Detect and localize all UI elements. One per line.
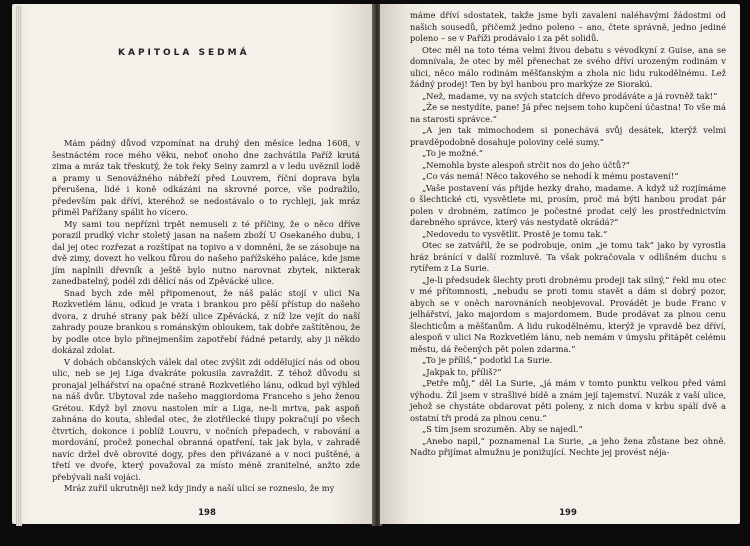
paragraph: V dobách občanských válek dal otec zvýšit zdi oddělující nás od obou ulic, neb se jej Liga dvakráte pokusila zavraždit. Z téhož důvodu si pronajal jelhářství na opačné straně Rozkvetlého lánu, odkud byl výhled na náš dvůr. Ubytoval zde našeho maggiordoma Franceho s jeho ženou Grétou. Když byl znovu nastolen mír a Liga, ne-li mrtva, pak aspoň zahnána do kouta, shledal otec, že zlotřilecké tlupy pokračují po všech čtvrtích, dokonce i poblíž Louvru, v nočních přepadech, v rabování a mordování, pročež ponechal obranná opatření, tak jak byla, v zahradě navíc držel dvě obrovité dogy, přes den přivázané a v noci puštěné, a třetí ve dvoře, který považoval za místo méně zranitelné, anžto zde přebývali naši vojáci. (52, 356, 360, 482)
right-page (380, 4, 740, 524)
paragraph: Snad bych zde měl připomenout, že náš palác stojí v ulici Na Rozkvetlém lánu, odkud je vrata i brankou pro pěší přístup do našeho dvora, z druhé strany pak běží ulice Zpěvácká, z níž lze vejít do naší zahrady pouze brankou s románským obloukem, tak dobře zaštítěnou, že by podle otce bylo přinejmenším zapotřebí řádné petardy, aby ji někdo dokázal zdolat. (52, 287, 360, 355)
paragraph: „Je-li předsudek šlechty proti drobnému prodeji tak silný,“ řekl mu otec v mé přítomnosti, „nebudu se proti tomu stavět a dám si dobrý pozor, abych se v oněch narovnáních neobjevoval. Provádět je bude Franc v jelhářství, jako majordom s majordomem. Bude prodávat za plnou cenu šlechticům a měšťanům. A lidu rukodělnému, kterýž je vpravdě bez dříví, alespoň v ulici Na Rozkvetlém lánu, neb nemám v úmyslu přitápět celému městu, dá řečených pět polen zdarma.“ (410, 274, 726, 354)
paragraph: Mám pádný důvod vzpomínat na druhý den měsíce ledna 1608, v šestnáctém roce mého věku, neboť onoho dne zachvátila Paříž krutá zima a mráz tak třeskutý, že tok řeky Seiny zamrzl a v ledu uvěznil lodě a pramy u Senovážného nábřeží před Louvrem, říční doprava byla přerušena, lidé i koně odkázáni na skrovné porce, vše podražilo, především pak dříví, kteréhož se nedostávalo o to rychleji, jak mráz přiměl Pařížany spálit ho vícero. (52, 138, 360, 217)
open-book (12, 4, 740, 538)
left-page (12, 4, 374, 524)
right-page-text (410, 10, 726, 459)
paragraph: „Anebo napil,“ poznamenal La Surie, „a jeho žena zůstane bez ohně. Nadto přijímat almužnu je ponižující. Nechte jej provést néja- (410, 435, 726, 457)
left-page-text (52, 138, 360, 495)
paragraph: „Petře můj,“ děl La Surie, „já mám v tomto punktu velkou před vámi výhodu. Žil jsem v strašlivé bídě a znám její tajemství. Nuzák z vaší ulice, jehož se chystáte obdarovat pěti poleny, z nich doma v krbu spálí dvě a ostatní tři prodá za plnou cenu.“ (410, 378, 726, 423)
paragraph: Mráz zuřil ukrutněji než kdy jindy a naší ulicí se rozneslo, že my (64, 483, 335, 493)
page-number-right: 199 (559, 508, 577, 518)
paragraph: My sami tou nepříznì trpět nemuseli z té příčiny, že o něco dříve porazil prudký vichr stoletý jasan na našem zboží U Osekaného dubu, i dal jej otec rozřezat a rozštípat na topivo a v domnění, že se zásobuje na dvě zimy, dovezt ho velkou fůrou do našeho pařížského paláce, kde jsme jím naplnili dřevník a ještě bylo nutno narovnat zbytek, nikterak zanedbatelný, podél zdi dělící nás od Zpěvácké ulice. (52, 218, 360, 286)
paragraph: „Že se nestydíte, pane! Já přec nejsem toho kupčení účastna! To vše má na starosti správce.“ (410, 102, 726, 124)
page-edges (16, 6, 22, 526)
paragraph: „Nemohla byste alespoň strčit nos do jeho účtů?“ (422, 159, 630, 170)
paragraph: „Nedovedu to vysvětlit. Prostě je tomu tak.“ (422, 228, 608, 239)
paragraph: „To je příliš,“ podotkl La Surie. (422, 355, 553, 365)
paragraph: „A jen tak mimochodem si ponechává svůj desátek, kterýž velmi pravděpodobně dosahuje poloviny celé sumy.“ (410, 125, 726, 147)
paragraph: Otec měl na toto téma velmi živou debatu s vévodkyní z Guise, ana se domnívala, že otec by měl přenechat ze svého dříví urozeným rodinám v ulici, něco málo rodinám měšťanským a zhola nic lidu rukodělnému. Lež žádný prodej! Ten by byl hanbou pro markýze ze Siorakú. (410, 44, 726, 89)
paragraph: „To je možné.“ (422, 148, 484, 158)
paragraph: „Než, madame, vy na svých statcích dřevo prodáváte a já rovněž tak!“ (422, 90, 718, 101)
paragraph: máme dříví sdostatek, takže jsme byli zavaleni naléhavými žádostmi od našich sousedů, přičemž jedno poleno – ano, čtete správně, jedno jediné poleno – se v Paříži prodávalo i za pět solidů. (410, 10, 726, 43)
paragraph: „Co vás nemá! Něco takového se nehodí k mému postavení!“ (422, 171, 679, 181)
paragraph: Otec se zatvářil, že se podrobuje, onim „je tomu tak“ jako by vyrostla hráz bránící v další rozmluvě. Ta však pokračovala v odlišném duchu s rytířem z La Surie. (410, 240, 726, 273)
paragraph: „Jakpak to, příliš?“ (422, 366, 502, 377)
paragraph: „S tím jsem srozuměn. Aby se najedl.“ (422, 424, 583, 434)
paragraph: „Vaše postavení vás přijde hezky draho, madame. A když už rozjímáme o šlechtické cti, vysvětlete mi, prosím, proč má býti hanbou prodat pár polen v drobném, zatímco je počestné prodat celý les prostřednictvím darebného správce, který vás nestydatě okrádá?“ (410, 182, 726, 227)
page-number-left: 198 (198, 508, 216, 518)
chapter-title: KAPITOLA SEDMÁ (118, 48, 250, 58)
